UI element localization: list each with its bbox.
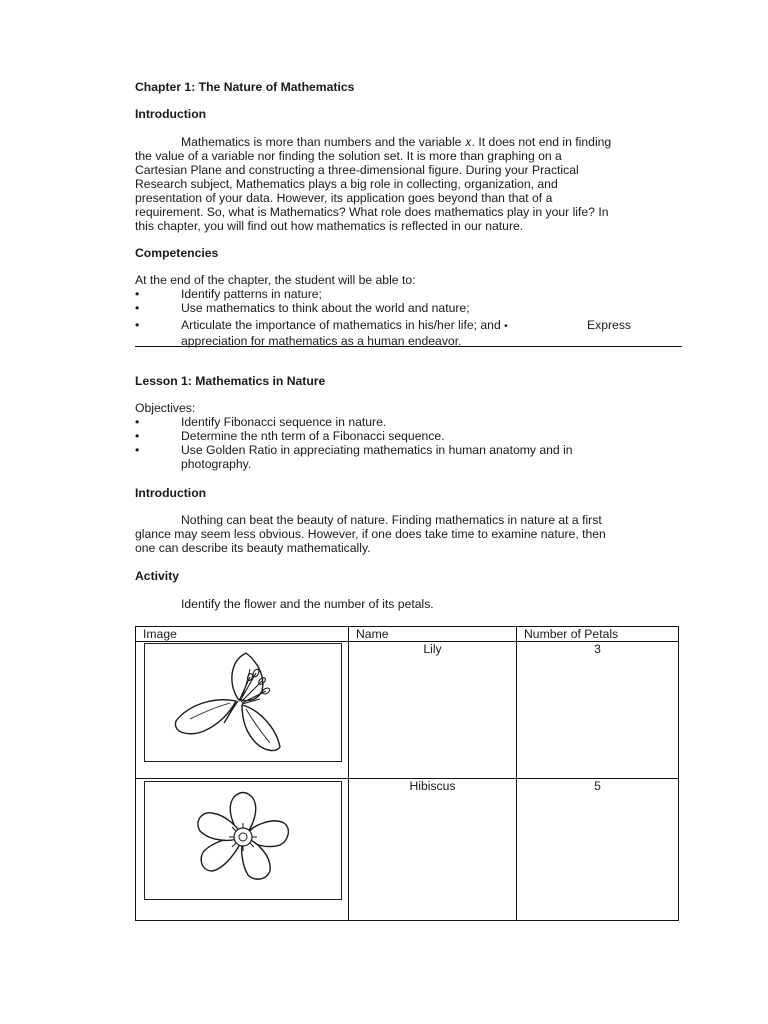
- intro2-line-3: one can describe its beauty mathematically.: [135, 541, 371, 555]
- competency-4-first-word: Express: [587, 318, 632, 332]
- intro2-line-2: glance may seem less obvious. However, if one does take time to examine nature, then: [135, 527, 606, 541]
- header-image: Image: [136, 627, 349, 642]
- competency-item: [135, 301, 683, 315]
- intro2-paragraph: [135, 513, 683, 555]
- table-row: [136, 642, 679, 779]
- competency-item: [135, 287, 683, 301]
- activity-heading: Activity: [135, 569, 180, 583]
- activity-instruction: Identify the flower and the number of its petals.: [181, 597, 434, 611]
- intro-line-7: this chapter, you will find out how mathematics is reflected in our nature.: [135, 219, 524, 233]
- intro-line-1: Mathematics is more than numbers and the variable 𝑥. It does not end in finding: [181, 135, 612, 149]
- competency-text: Articulate the importance of mathematics in his/her life; and: [181, 318, 501, 332]
- hibiscus-flower-drawing-icon: [188, 785, 298, 895]
- objective-item: [135, 443, 683, 457]
- objective-text: Identify Fibonacci sequence in nature.: [181, 415, 387, 429]
- intro-line-4: Research subject, Mathematics plays a big role in collecting, organization, and: [135, 177, 558, 191]
- table-header-row: [136, 627, 679, 642]
- intro-line-3: Cartesian Plane and constructing a three-dimensional figure. During your Practical: [135, 163, 579, 177]
- bullet: •: [135, 318, 140, 332]
- section-divider: [135, 346, 682, 347]
- objective-item: [135, 415, 683, 429]
- bullet: •: [135, 443, 140, 457]
- intro2-heading: Introduction: [135, 486, 207, 500]
- image-cell: [136, 779, 349, 921]
- objective-text: Determine the nth term of a Fibonacci sequence.: [181, 429, 445, 443]
- competencies-heading: Competencies: [135, 246, 219, 260]
- intro-line-6: requirement. So, what is Mathematics? What role does mathematics play in your life? In: [135, 205, 609, 219]
- header-petals: Number of Petals: [517, 627, 679, 642]
- objectives-label: Objectives:: [135, 401, 196, 415]
- objectives-list: [135, 415, 683, 471]
- competencies-list: [135, 287, 683, 348]
- competency-text: Identify patterns in nature;: [181, 287, 322, 301]
- bullet: •: [135, 415, 140, 429]
- lily-flower-drawing-icon: [166, 647, 316, 757]
- intro2-line-1: Nothing can beat the beauty of nature. Finding mathematics in nature at a first: [181, 513, 602, 527]
- flower-name-cell: Lily: [349, 642, 517, 779]
- objective-3-cont: photography.: [181, 457, 252, 471]
- petals-cell: 3: [517, 642, 679, 779]
- competency-text: Use mathematics to think about the world and nature;: [181, 301, 470, 315]
- objective-text: Use Golden Ratio in appreciating mathematics in human anatomy and in: [181, 443, 573, 457]
- flower-name-cell: Hibiscus: [349, 779, 517, 921]
- lesson-title: Lesson 1: Mathematics in Nature: [135, 374, 326, 388]
- table-row: [136, 779, 679, 921]
- objective-item-continuation: [135, 457, 683, 471]
- intro-heading: Introduction: [135, 107, 207, 121]
- intro-line-2: the value of a variable nor finding the solution set. It is more than graphing on a: [135, 149, 562, 163]
- header-name: Name: [349, 627, 517, 642]
- competency-4-rest: appreciation for mathematics as a human endeavor.: [181, 334, 462, 348]
- bullet: •: [135, 301, 140, 315]
- inline-bullet: •: [504, 321, 508, 332]
- competencies-lead: At the end of the chapter, the student will be able to:: [135, 273, 416, 287]
- bullet: •: [135, 287, 140, 301]
- intro-paragraph: [135, 135, 683, 233]
- competency-item: [135, 318, 683, 334]
- image-cell: [136, 642, 349, 779]
- activity-table: [135, 626, 679, 921]
- petals-cell: 5: [517, 779, 679, 921]
- bullet: •: [135, 429, 140, 443]
- chapter-title: Chapter 1: The Nature of Mathematics: [135, 80, 355, 94]
- objective-item: [135, 429, 683, 443]
- intro-line-5: presentation of your data. However, its application goes beyond than that of a: [135, 191, 553, 205]
